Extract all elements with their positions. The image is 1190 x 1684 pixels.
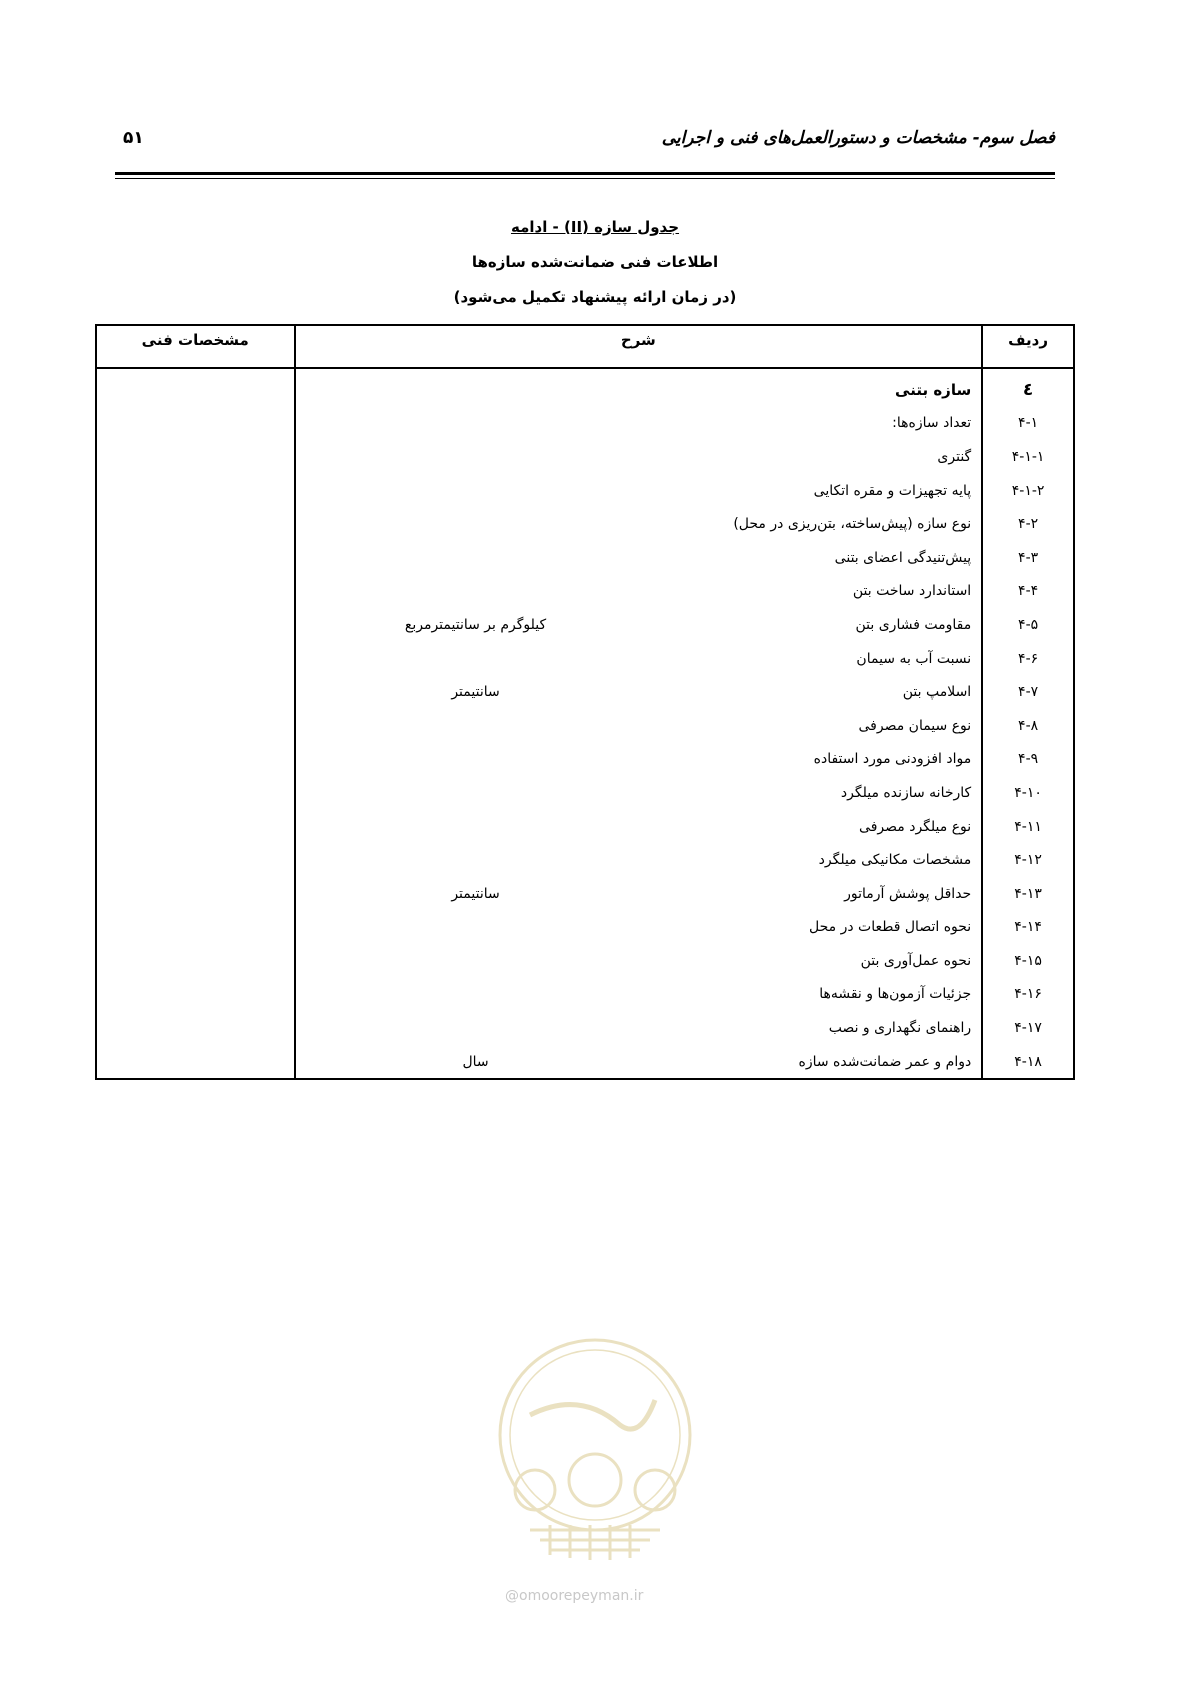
row-number: ۴-۷ xyxy=(982,675,1074,709)
row-spec-value xyxy=(96,709,295,743)
row-description: مواد افزودنی مورد استفاده xyxy=(813,751,972,768)
row-spec-value xyxy=(96,911,295,945)
table-row xyxy=(96,978,1074,1012)
row-description-cell xyxy=(295,978,983,1012)
table-row xyxy=(96,575,1074,609)
row-number: ۴-۱۳ xyxy=(982,877,1074,911)
row-description: مقاومت فشاری بتن xyxy=(855,616,972,633)
header-moshakhasat: مشخصات فنی xyxy=(96,325,295,368)
row-description-cell xyxy=(295,541,983,575)
table-row xyxy=(96,743,1074,777)
row-number: ۴-۸ xyxy=(982,709,1074,743)
row-description: جزئیات آزمون‌ها و نقشه‌ها xyxy=(819,986,972,1003)
row-description-cell xyxy=(295,944,983,978)
page-header xyxy=(115,128,1055,168)
table-row xyxy=(96,1011,1074,1045)
table-row xyxy=(96,608,1074,642)
row-description: استاندارد ساخت بتن xyxy=(852,583,972,600)
header-radif: ردیف xyxy=(982,325,1074,368)
header-sharh: شرح xyxy=(295,325,983,368)
row-description: راهنمای نگهداری و نصب xyxy=(828,1020,972,1037)
specifications-table xyxy=(95,324,1075,1080)
row-description: نسبت آب به سیمان xyxy=(856,650,972,667)
table-row xyxy=(96,675,1074,709)
row-description-cell xyxy=(295,368,983,407)
row-number: ۴-۱۴ xyxy=(982,911,1074,945)
row-number: ۴-۹ xyxy=(982,743,1074,777)
row-description-cell xyxy=(295,877,983,911)
header-rule-thick xyxy=(115,172,1055,175)
table-note: (در زمان ارائه پیشنهاد تکمیل می‌شود) xyxy=(453,288,737,306)
row-spec-value xyxy=(96,608,295,642)
row-number: ۴-۳ xyxy=(982,541,1074,575)
row-description: اسلامپ بتن xyxy=(902,684,972,701)
row-number: ۴-۱۵ xyxy=(982,944,1074,978)
watermark-logo xyxy=(490,1330,700,1580)
row-spec-value xyxy=(96,507,295,541)
row-description: مشخصات مکانیکی میلگرد xyxy=(818,852,972,869)
row-spec-value xyxy=(96,474,295,508)
row-number: ۴-۱-۱ xyxy=(982,440,1074,474)
table-row xyxy=(96,368,1074,407)
row-spec-value xyxy=(96,675,295,709)
row-description-cell xyxy=(295,911,983,945)
row-spec-value xyxy=(96,541,295,575)
table-row xyxy=(96,507,1074,541)
table-row xyxy=(96,911,1074,945)
row-description-cell xyxy=(295,1045,983,1080)
row-spec-value xyxy=(96,440,295,474)
row-description-cell xyxy=(295,709,983,743)
row-number: ۴-۴ xyxy=(982,575,1074,609)
table-row xyxy=(96,541,1074,575)
row-description: نوع سیمان مصرفی xyxy=(858,717,972,734)
table-subtitle: اطلاعات فنی ضمانت‌شده سازه‌ها xyxy=(471,253,719,271)
row-spec-value xyxy=(96,407,295,441)
row-spec-value xyxy=(96,1045,295,1080)
row-description-cell xyxy=(295,407,983,441)
table-caption-text: جدول سازه (II) - ادامه xyxy=(510,218,680,236)
table-row xyxy=(96,407,1074,441)
table-row xyxy=(96,877,1074,911)
row-description-cell xyxy=(295,675,983,709)
row-description: پایه تجهیزات و مقره اتکایی xyxy=(813,482,972,499)
row-description: کارخانه سازنده میلگرد xyxy=(840,784,972,801)
row-description: پیش‌تنیدگی اعضای بتنی xyxy=(834,549,972,566)
table-header-row xyxy=(96,325,1074,368)
table-caption xyxy=(0,218,1190,236)
row-unit: سانتیمتر xyxy=(451,885,500,902)
page-number: ۵۱ xyxy=(123,128,144,148)
table-row xyxy=(96,944,1074,978)
row-description-cell xyxy=(295,810,983,844)
row-description: تعداد سازه‌ها: xyxy=(892,415,972,432)
row-spec-value xyxy=(96,642,295,676)
row-unit: کیلوگرم بر سانتیمترمربع xyxy=(404,616,547,633)
row-spec-value xyxy=(96,843,295,877)
table-row xyxy=(96,776,1074,810)
row-number: ۴-۲ xyxy=(982,507,1074,541)
row-spec-value xyxy=(96,978,295,1012)
row-description: حداقل پوشش آرماتور xyxy=(844,885,972,902)
table-row xyxy=(96,1045,1074,1080)
row-description-cell xyxy=(295,776,983,810)
row-description: گنتری xyxy=(937,448,972,465)
row-description-cell xyxy=(295,507,983,541)
row-spec-value xyxy=(96,776,295,810)
row-number: ۴-۱۱ xyxy=(982,810,1074,844)
row-description-cell xyxy=(295,642,983,676)
row-number: ٤ xyxy=(982,368,1074,407)
table-row xyxy=(96,709,1074,743)
watermark-url: @omoorepeyman.ir xyxy=(505,1588,644,1604)
row-spec-value xyxy=(96,575,295,609)
table-row xyxy=(96,810,1074,844)
header-rule-thin xyxy=(115,178,1055,179)
row-number: ۴-۱۲ xyxy=(982,843,1074,877)
row-number: ۴-۱۸ xyxy=(982,1045,1074,1080)
row-description-cell xyxy=(295,575,983,609)
table-row xyxy=(96,474,1074,508)
row-description: دوام و عمر ضمانت‌شده سازه xyxy=(798,1053,972,1070)
row-unit: سال xyxy=(462,1053,489,1070)
row-description: نوع میلگرد مصرفی xyxy=(859,818,972,835)
row-description: سازه بتنی xyxy=(895,380,972,399)
row-spec-value xyxy=(96,944,295,978)
row-description-cell xyxy=(295,743,983,777)
row-description: نحوه عمل‌آوری بتن xyxy=(860,952,972,969)
row-description-cell xyxy=(295,1011,983,1045)
row-description-cell xyxy=(295,440,983,474)
table-row xyxy=(96,642,1074,676)
row-description-cell xyxy=(295,474,983,508)
row-number: ۴-۱۰ xyxy=(982,776,1074,810)
row-description-cell xyxy=(295,608,983,642)
row-unit: سانتیمتر xyxy=(451,684,500,701)
row-number: ۴-۵ xyxy=(982,608,1074,642)
row-number: ۴-۱-۲ xyxy=(982,474,1074,508)
chapter-title: فصل سوم- مشخصات و دستورالعمل‌های فنی و اجرایی xyxy=(661,128,1055,148)
row-description: نوع سازه (پیش‌ساخته، بتن‌ریزی در محل) xyxy=(733,516,972,533)
row-number: ۴-۱ xyxy=(982,407,1074,441)
row-number: ۴-۶ xyxy=(982,642,1074,676)
row-number: ۴-۱۶ xyxy=(982,978,1074,1012)
row-spec-value xyxy=(96,877,295,911)
row-description: نحوه اتصال قطعات در محل xyxy=(809,919,972,936)
table-row xyxy=(96,440,1074,474)
row-spec-value xyxy=(96,743,295,777)
row-spec-value xyxy=(96,1011,295,1045)
row-spec-value xyxy=(96,368,295,407)
row-description-cell xyxy=(295,843,983,877)
table-row xyxy=(96,843,1074,877)
row-number: ۴-۱۷ xyxy=(982,1011,1074,1045)
row-spec-value xyxy=(96,810,295,844)
